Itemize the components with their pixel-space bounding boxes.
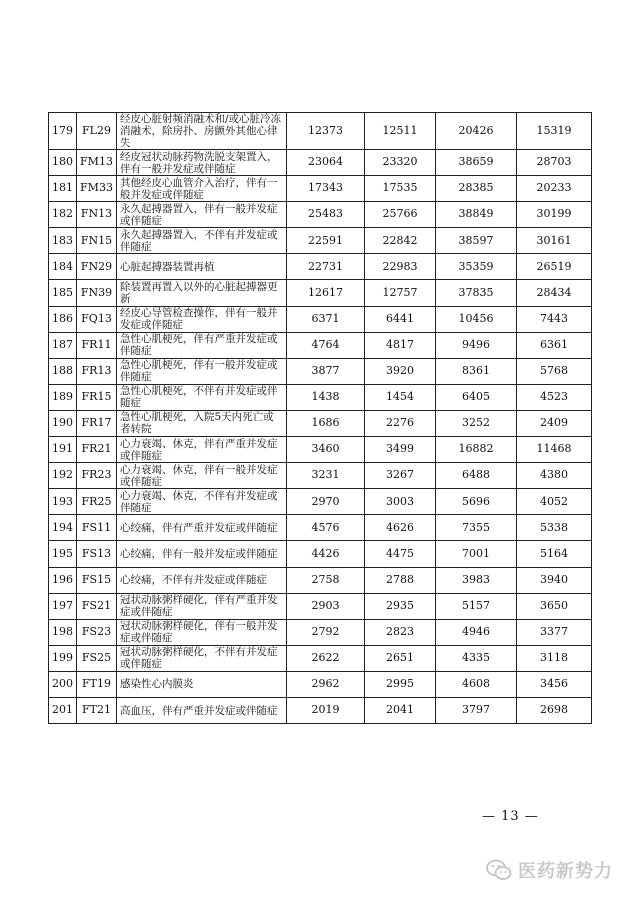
drg-name-cell: 经皮心脏射频消融术和/或心脏冷冻消融术，除房扑、房颤外其他心律失 [117,113,287,150]
drg-name-cell: 永久起搏器置入，不伴有并发症或伴随症 [117,228,287,254]
value-cell-2: 4817 [365,332,436,358]
drg-name-cell: 心力衰竭、休克，伴有一般并发症或伴随症 [117,463,287,489]
value-cell-2: 22983 [365,254,436,280]
drg-name-cell: 心绞痛，不伴有并发症或伴随症 [117,567,287,593]
table-row [49,306,592,332]
row-number-cell: 187 [49,332,77,358]
value-cell-4: 30199 [517,202,592,228]
value-cell-3: 38597 [436,228,517,254]
wechat-icon [486,859,512,881]
drg-code-cell: FM13 [77,150,117,176]
drg-code-cell: FR23 [77,463,117,489]
value-cell-3: 20426 [436,113,517,150]
row-number-cell: 179 [49,113,77,150]
value-cell-1: 12617 [287,280,365,306]
drg-name-cell: 冠状动脉粥样硬化，伴有一般并发症或伴随症 [117,619,287,645]
table-row [49,384,592,410]
drg-name-cell: 心绞痛，伴有严重并发症或伴随症 [117,515,287,541]
value-cell-3: 3797 [436,697,517,723]
value-cell-3: 5157 [436,593,517,619]
value-cell-1: 3231 [287,463,365,489]
drg-code-cell: FR11 [77,332,117,358]
table-row [49,671,592,697]
drg-name-cell: 经皮心导管检查操作，伴有一般并发症或伴随症 [117,306,287,332]
value-cell-3: 9496 [436,332,517,358]
value-cell-1: 3460 [287,437,365,463]
value-cell-3: 3252 [436,410,517,436]
value-cell-2: 4475 [365,541,436,567]
drg-code-cell: FS11 [77,515,117,541]
value-cell-4: 20233 [517,176,592,202]
value-cell-4: 4380 [517,463,592,489]
drg-name-cell: 心力衰竭、休克，伴有严重并发症或伴随症 [117,437,287,463]
value-cell-1: 2792 [287,619,365,645]
value-cell-2: 2276 [365,410,436,436]
value-cell-4: 7443 [517,306,592,332]
row-number-cell: 185 [49,280,77,306]
drg-code-cell: FT19 [77,671,117,697]
drg-code-cell: FS23 [77,619,117,645]
table-row [49,332,592,358]
value-cell-1: 1686 [287,410,365,436]
value-cell-4: 5768 [517,358,592,384]
value-cell-2: 2823 [365,619,436,645]
row-number-cell: 186 [49,306,77,332]
drg-code-cell: FR17 [77,410,117,436]
value-cell-2: 25766 [365,202,436,228]
drg-name-cell: 其他经皮心血管介入治疗，伴有一般并发症或伴随症 [117,176,287,202]
value-cell-4: 30161 [517,228,592,254]
value-cell-3: 6405 [436,384,517,410]
value-cell-2: 3920 [365,358,436,384]
value-cell-3: 6488 [436,463,517,489]
value-cell-2: 2041 [365,697,436,723]
value-cell-1: 2962 [287,671,365,697]
drg-name-cell: 除装置再置入以外的心脏起搏器更新 [117,280,287,306]
table-row [49,567,592,593]
value-cell-4: 4052 [517,489,592,515]
drg-name-cell: 高血压，伴有严重并发症或伴随症 [117,697,287,723]
row-number-cell: 198 [49,619,77,645]
value-cell-1: 17343 [287,176,365,202]
value-cell-1: 2019 [287,697,365,723]
table-row [49,358,592,384]
value-cell-3: 4608 [436,671,517,697]
row-number-cell: 200 [49,671,77,697]
table-row [49,202,592,228]
value-cell-2: 2788 [365,567,436,593]
table-row [49,645,592,671]
table-row [49,541,592,567]
row-number-cell: 188 [49,358,77,384]
drg-name-cell: 经皮冠状动脉药物洗脱支架置入，伴有一般并发症或伴随症 [117,150,287,176]
value-cell-4: 28703 [517,150,592,176]
drg-code-cell: FM33 [77,176,117,202]
page-number: — 13 — [482,809,539,824]
table-row [49,437,592,463]
value-cell-3: 3983 [436,567,517,593]
value-cell-4: 3650 [517,593,592,619]
table-row [49,280,592,306]
value-cell-4: 3118 [517,645,592,671]
value-cell-2: 23320 [365,150,436,176]
value-cell-4: 6361 [517,332,592,358]
value-cell-4: 3377 [517,619,592,645]
value-cell-2: 4626 [365,515,436,541]
row-number-cell: 195 [49,541,77,567]
value-cell-2: 2995 [365,671,436,697]
value-cell-4: 4523 [517,384,592,410]
drg-code-cell: FT21 [77,697,117,723]
value-cell-3: 35359 [436,254,517,280]
value-cell-4: 15319 [517,113,592,150]
value-cell-3: 37835 [436,280,517,306]
row-number-cell: 192 [49,463,77,489]
value-cell-4: 26519 [517,254,592,280]
value-cell-3: 10456 [436,306,517,332]
value-cell-2: 2935 [365,593,436,619]
drg-code-cell: FN29 [77,254,117,280]
value-cell-1: 6371 [287,306,365,332]
drg-code-cell: FR13 [77,358,117,384]
table-row [49,113,592,150]
value-cell-4: 5164 [517,541,592,567]
table-body [49,113,592,724]
value-cell-4: 28434 [517,280,592,306]
value-cell-1: 1438 [287,384,365,410]
drg-code-cell: FN15 [77,228,117,254]
table-row [49,150,592,176]
value-cell-1: 12373 [287,113,365,150]
value-cell-2: 1454 [365,384,436,410]
row-number-cell: 191 [49,437,77,463]
drg-name-cell: 急性心肌梗死，不伴有并发症或伴随症 [117,384,287,410]
row-number-cell: 180 [49,150,77,176]
table-row [49,489,592,515]
value-cell-3: 4335 [436,645,517,671]
table-row [49,697,592,723]
value-cell-2: 22842 [365,228,436,254]
table-row [49,176,592,202]
drg-code-cell: FL29 [77,113,117,150]
value-cell-1: 23064 [287,150,365,176]
table-row [49,515,592,541]
value-cell-2: 12511 [365,113,436,150]
value-cell-2: 3003 [365,489,436,515]
row-number-cell: 193 [49,489,77,515]
row-number-cell: 196 [49,567,77,593]
drg-code-cell: FS15 [77,567,117,593]
value-cell-1: 2622 [287,645,365,671]
row-number-cell: 182 [49,202,77,228]
table-row [49,463,592,489]
drg-name-cell: 永久起搏器置入，伴有一般并发症或伴随症 [117,202,287,228]
value-cell-1: 4426 [287,541,365,567]
drg-code-cell: FS21 [77,593,117,619]
value-cell-3: 4946 [436,619,517,645]
value-cell-1: 22591 [287,228,365,254]
drg-name-cell: 急性心肌梗死，入院5天内死亡或者转院 [117,410,287,436]
table-row [49,593,592,619]
value-cell-4: 2409 [517,410,592,436]
table-row [49,619,592,645]
drg-code-cell: FR25 [77,489,117,515]
value-cell-3: 16882 [436,437,517,463]
row-number-cell: 201 [49,697,77,723]
value-cell-2: 2651 [365,645,436,671]
value-cell-1: 4576 [287,515,365,541]
table-row [49,228,592,254]
value-cell-3: 7001 [436,541,517,567]
value-cell-3: 38849 [436,202,517,228]
row-number-cell: 184 [49,254,77,280]
drg-code-cell: FN13 [77,202,117,228]
drg-name-cell: 心绞痛，伴有一般并发症或伴随症 [117,541,287,567]
drg-name-cell: 心脏起搏器装置再植 [117,254,287,280]
drg-name-cell: 急性心肌梗死，伴有严重并发症或伴随症 [117,332,287,358]
drg-code-cell: FR15 [77,384,117,410]
row-number-cell: 194 [49,515,77,541]
drg-name-cell: 急性心肌梗死，伴有一般并发症或伴随症 [117,358,287,384]
drg-code-cell: FS25 [77,645,117,671]
drg-code-cell: FS13 [77,541,117,567]
value-cell-1: 25483 [287,202,365,228]
value-cell-4: 3940 [517,567,592,593]
value-cell-3: 28385 [436,176,517,202]
row-number-cell: 189 [49,384,77,410]
value-cell-3: 7355 [436,515,517,541]
drg-code-cell: FQ13 [77,306,117,332]
value-cell-1: 2970 [287,489,365,515]
value-cell-4: 3456 [517,671,592,697]
drg-name-cell: 冠状动脉粥样硬化，伴有严重并发症或伴随症 [117,593,287,619]
row-number-cell: 199 [49,645,77,671]
watermark-text: 医药新势力 [518,861,613,882]
row-number-cell: 197 [49,593,77,619]
value-cell-1: 22731 [287,254,365,280]
value-cell-1: 2903 [287,593,365,619]
value-cell-2: 12757 [365,280,436,306]
value-cell-2: 17535 [365,176,436,202]
value-cell-4: 11468 [517,437,592,463]
value-cell-2: 3267 [365,463,436,489]
drg-payment-table [48,112,592,724]
row-number-cell: 190 [49,410,77,436]
drg-code-cell: FN39 [77,280,117,306]
table-row [49,410,592,436]
drg-name-cell: 冠状动脉粥样硬化，不伴有并发症或伴随症 [117,645,287,671]
table-row [49,254,592,280]
value-cell-1: 2758 [287,567,365,593]
value-cell-1: 3877 [287,358,365,384]
value-cell-2: 3499 [365,437,436,463]
value-cell-4: 5338 [517,515,592,541]
drg-name-cell: 感染性心内膜炎 [117,671,287,697]
watermark [486,857,613,883]
value-cell-1: 4764 [287,332,365,358]
value-cell-4: 2698 [517,697,592,723]
value-cell-3: 38659 [436,150,517,176]
drg-code-cell: FR21 [77,437,117,463]
row-number-cell: 181 [49,176,77,202]
row-number-cell: 183 [49,228,77,254]
value-cell-2: 6441 [365,306,436,332]
drg-name-cell: 心力衰竭、休克，不伴有并发症或伴随症 [117,489,287,515]
value-cell-3: 8361 [436,358,517,384]
value-cell-3: 5696 [436,489,517,515]
